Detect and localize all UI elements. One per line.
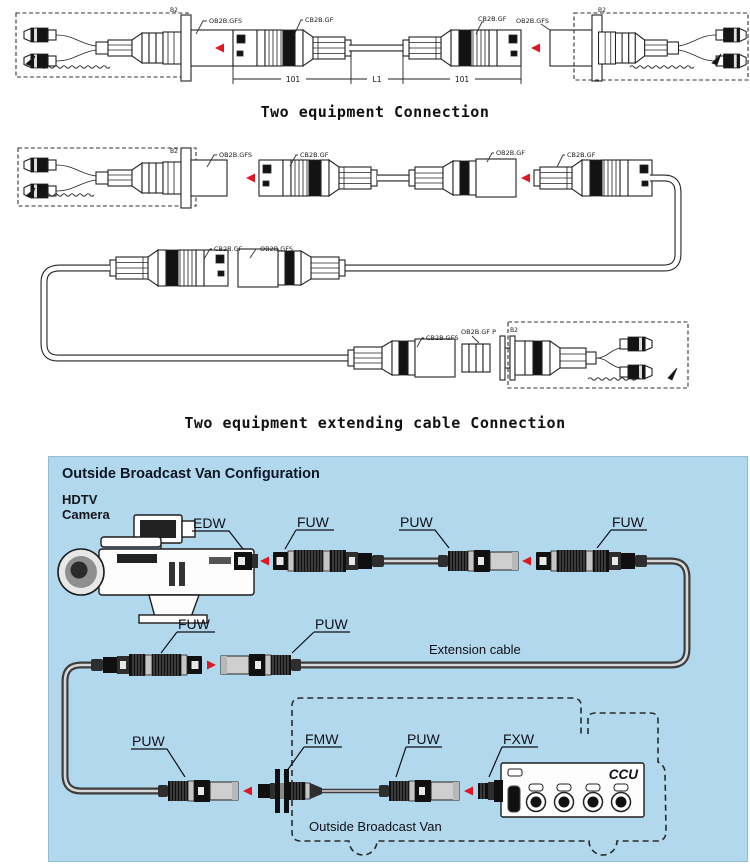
fuw-plug: [536, 550, 647, 572]
mating-direction-arrow-icon: [521, 174, 530, 183]
mating-direction-arrow-icon: [207, 661, 216, 670]
fuw-label: FUW: [297, 514, 329, 530]
annotation-illegible: [38, 66, 110, 69]
fmw-feedthrough: [258, 769, 322, 813]
ccu-slot: [508, 786, 520, 812]
dimension-value: 101: [454, 75, 470, 84]
panel-receptacle-assembly: [24, 15, 233, 81]
section2-caption: Two equipment extending cable Connection: [184, 414, 566, 432]
panel-tag: B2: [170, 148, 178, 155]
mating-direction-arrow-icon: [246, 174, 255, 183]
rowA-plug1: [259, 160, 377, 196]
puw-label: PUW: [400, 514, 433, 530]
fmw-label: FMW: [305, 731, 339, 747]
mating-direction-arrow-icon: [243, 787, 252, 796]
rowB-plug: [110, 250, 228, 286]
panel-receptacle-assembly: [550, 15, 746, 81]
rowA-receptacle-label: OB2B.GFS: [219, 151, 253, 159]
right-receptacle-label: OB2B.GFS: [516, 17, 550, 25]
ccu-label: CCU: [608, 767, 638, 782]
fuw-plug: [91, 654, 202, 676]
rowB-receptacle-label: OB2B.GFS: [260, 245, 294, 253]
ccu-unit: [501, 763, 644, 817]
mating-direction-arrow-icon: [260, 557, 269, 566]
puw-plug: [221, 654, 301, 676]
extension-cable-label: Extension cable: [429, 642, 521, 657]
dimension-value: L1: [372, 75, 382, 84]
ob-van-diagram: [49, 457, 747, 861]
fxw-connector: [478, 780, 503, 802]
puw-label: PUW: [407, 731, 440, 747]
rowA-plug2: [534, 160, 652, 196]
pointer-arrow-icon: [668, 368, 677, 380]
panel-tag: B2: [598, 7, 606, 14]
van-label: Outside Broadcast Van: [309, 819, 442, 834]
rowB-plug-label: CB2B.GF: [214, 245, 243, 253]
fuw-plug: [273, 550, 384, 572]
two-equipment-connection-diagram: [0, 0, 750, 136]
annotation-illegible: [630, 66, 694, 69]
mating-direction-arrow-icon: [531, 44, 540, 53]
rowA-mid-receptacle: [409, 159, 516, 197]
puw-plug: [379, 780, 459, 802]
fxw-label: FXW: [503, 731, 535, 747]
dimension-value: 101: [285, 75, 301, 84]
rowC-feedthrough-label: OB2B.GF P: [461, 328, 496, 336]
extending-cable-connection-diagram: [0, 140, 750, 445]
camera-label-line1: HDTV: [62, 492, 98, 507]
section1-caption: Two equipment Connection: [260, 103, 490, 121]
panel-title: Outside Broadcast Van Configuration: [62, 466, 320, 482]
mounting-panel: [181, 15, 191, 81]
mounting-panel: [181, 148, 191, 208]
panel-tag: B2: [510, 327, 518, 334]
camera-label-line2: Camera: [62, 507, 110, 522]
fuw-label: FUW: [612, 514, 644, 530]
puw-plug: [438, 550, 518, 572]
mating-direction-arrow-icon: [464, 787, 473, 796]
rowC-plug-label: CB2B.GFS: [426, 334, 459, 342]
right-cable-plug: [403, 30, 521, 66]
panel-tag: B2: [170, 7, 178, 14]
rowC-plug: [348, 339, 455, 377]
receptacle-body: [191, 160, 227, 196]
left-receptacle-label: OB2B.GFS: [209, 17, 243, 25]
left-cable-plug: [233, 30, 351, 66]
edw-label: EDW: [193, 515, 226, 531]
receptacle-body: [191, 30, 233, 66]
left-plug-label: CB2B.GF: [305, 16, 334, 24]
rowC-feedthrough-assembly: [462, 336, 652, 380]
rowA-mid-receptacle-label: OB2B.GF: [496, 149, 526, 157]
rowA-plug2-label: CB2B.GF: [567, 151, 596, 159]
rowA-plug1-label: CB2B.GF: [300, 151, 329, 159]
edw-connector: [234, 552, 258, 570]
puw-label: PUW: [315, 616, 348, 632]
puw-plug: [158, 780, 238, 802]
right-plug-label: CB2B.GF: [478, 15, 507, 23]
van-feed-cable: [65, 665, 158, 791]
fuw-label: FUW: [178, 616, 210, 632]
rowB-receptacle: [238, 249, 345, 287]
puw-label: PUW: [132, 733, 165, 749]
ob-van-configuration-panel: [48, 456, 748, 862]
mating-direction-arrow-icon: [522, 557, 531, 566]
